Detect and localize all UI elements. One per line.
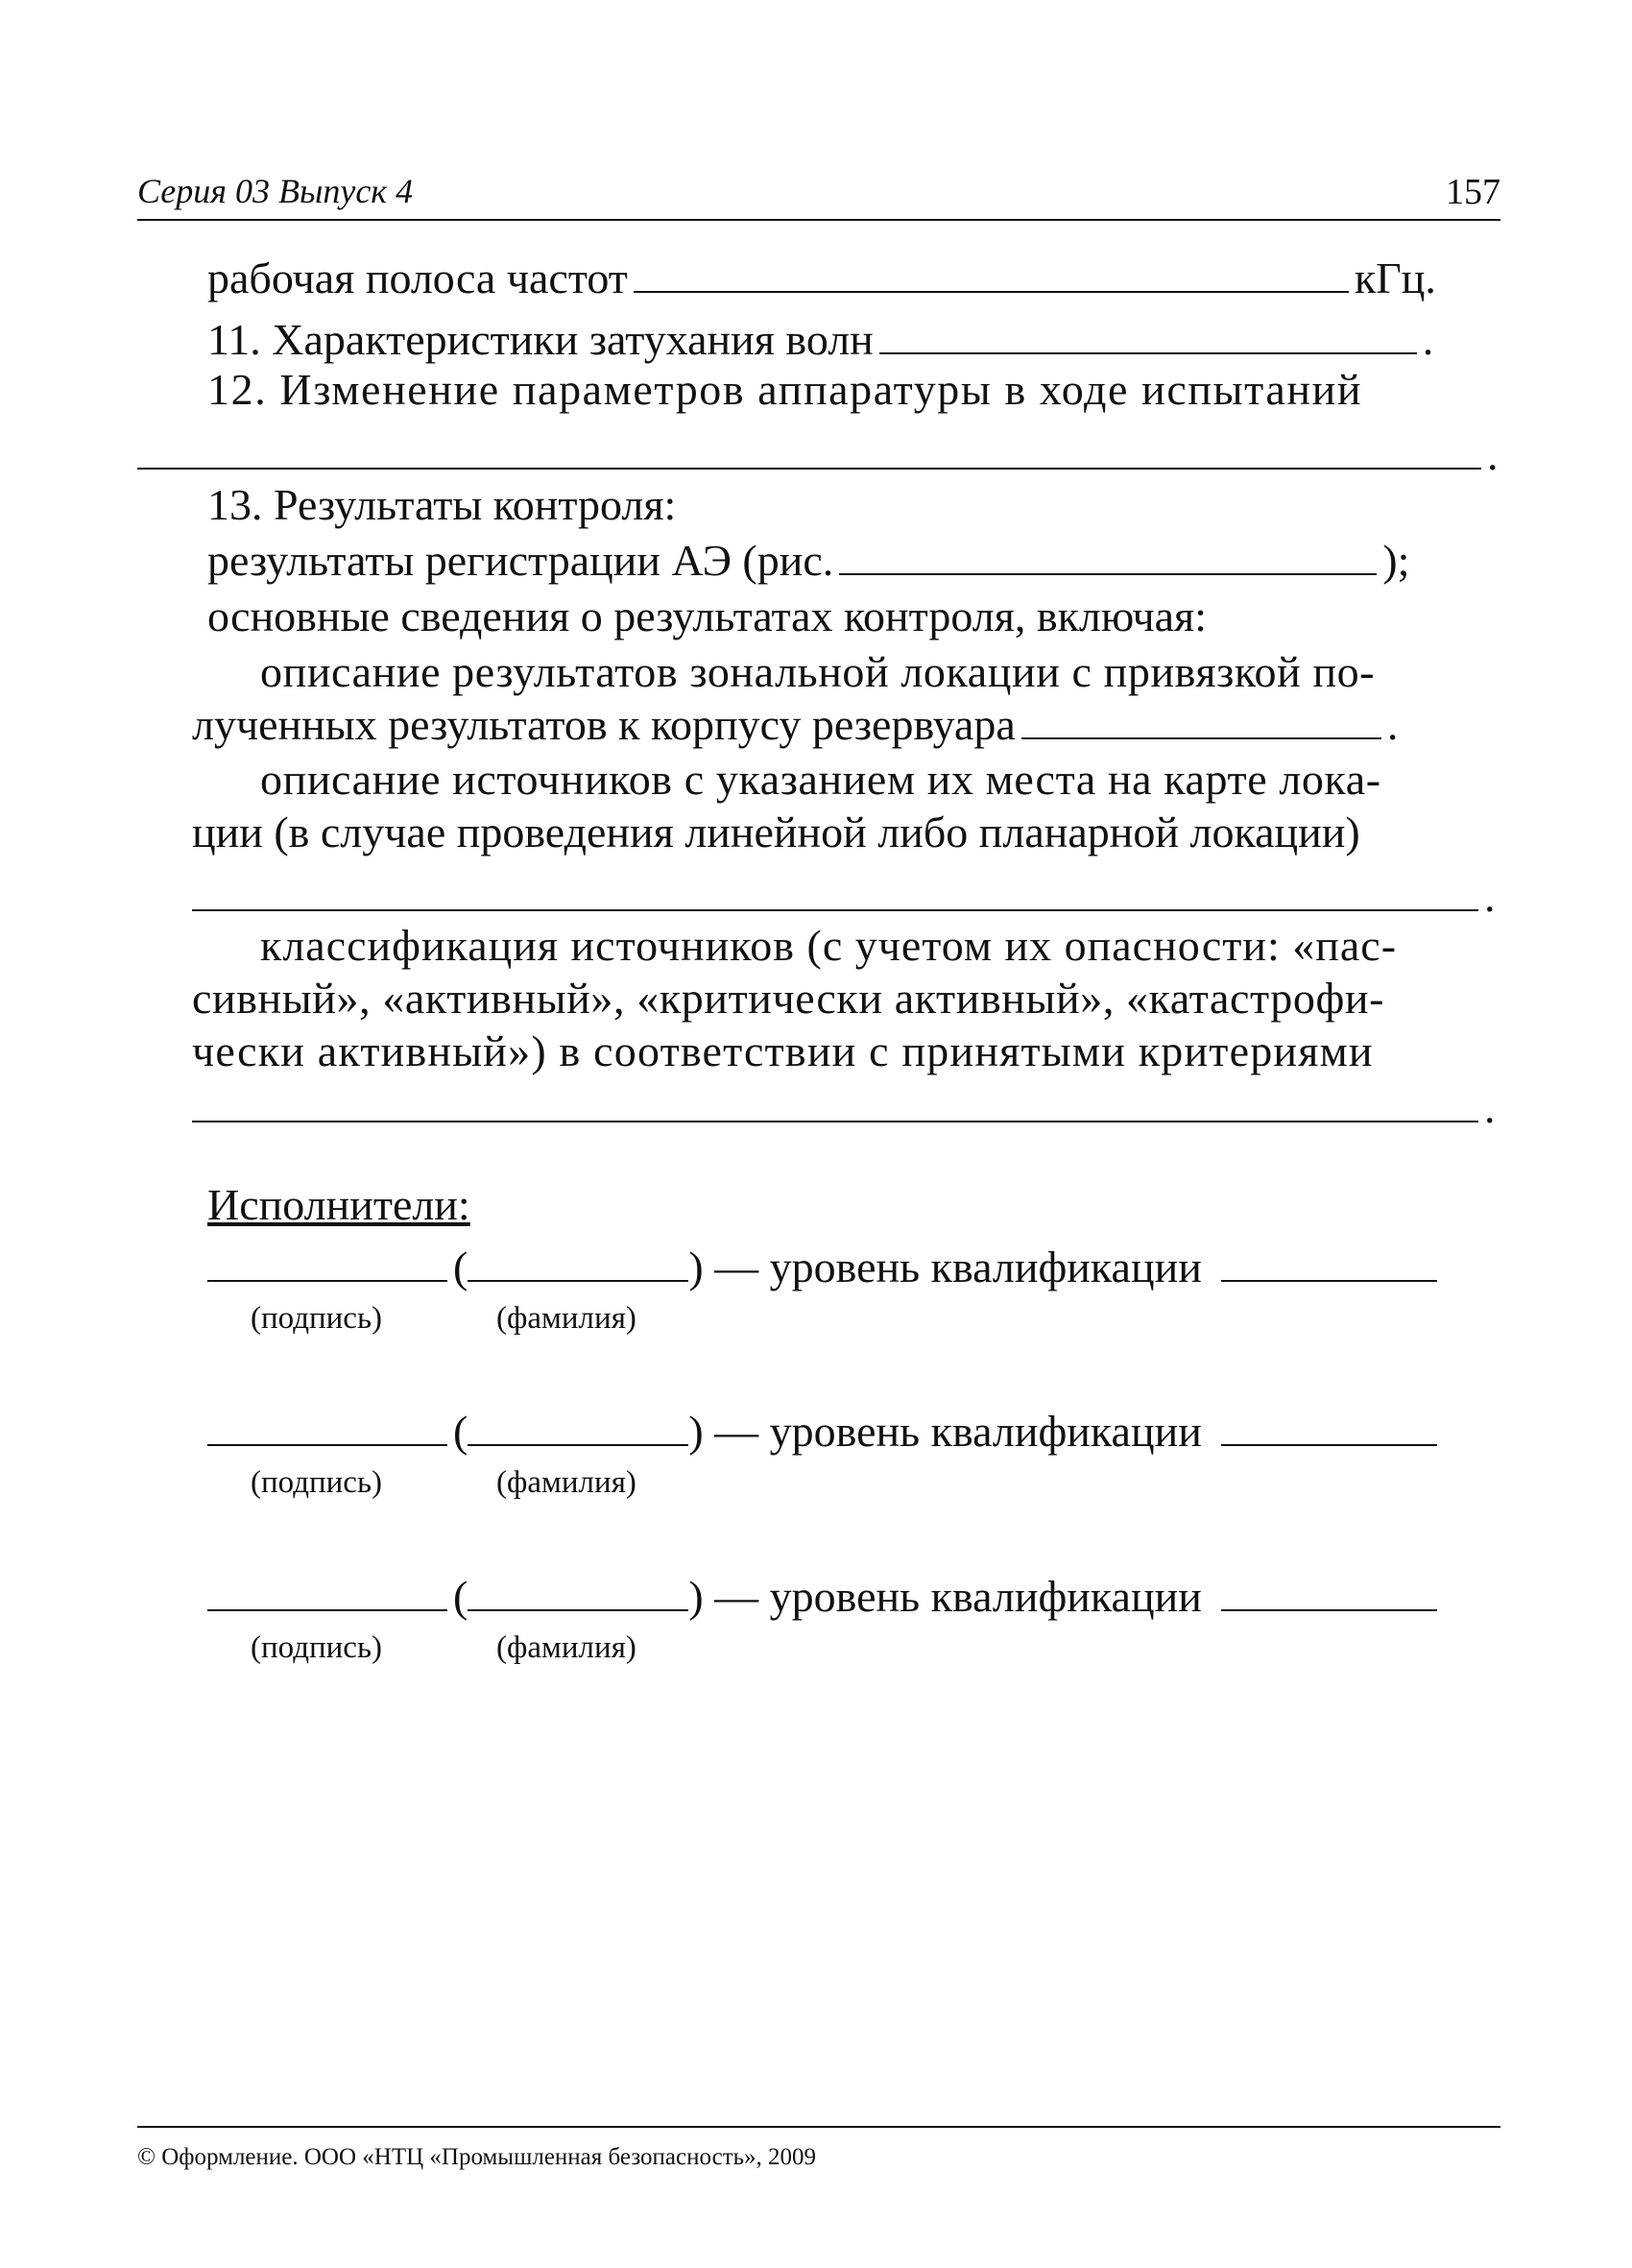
bandwidth-blank	[634, 290, 1349, 293]
footer-copyright: © Оформление. ООО «НТЦ «Промышленная безопасность», 2009	[137, 2144, 817, 2170]
main-info-line: основные сведения о результатах контроля, включая:	[207, 591, 1207, 640]
caption-signature-2: (подпись)	[251, 1465, 382, 1500]
classification-blank	[192, 1120, 1478, 1122]
signature-blank-1	[207, 1279, 447, 1282]
classification-line-3: чески активный») в соответствии с принятыми критериями	[192, 1026, 1374, 1075]
signature-row-1: ( ) — уровень квалификации	[207, 1241, 1443, 1294]
location-type-line: ции (в случае проведения линейной либо планарной локации)	[192, 808, 1360, 857]
classification-line-2: сивный», «активный», «критически активный», «катастрофи-	[192, 974, 1385, 1023]
tank-body-blank	[1021, 736, 1381, 739]
classification-blank-line: .	[192, 1081, 1496, 1135]
caption-surname-2: (фамилия)	[496, 1465, 636, 1500]
qualification-blank-2	[1221, 1443, 1437, 1446]
attenuation-line: 11. Характеристики затухания волн .	[207, 315, 1434, 364]
signature-row-2: ( ) — уровень квалификации	[207, 1405, 1443, 1459]
caption-signature-1: (подпись)	[251, 1301, 382, 1336]
signature-blank-2	[207, 1443, 447, 1446]
ae-registration-line: результаты регистрации АЭ (рис. );	[207, 536, 1410, 585]
sources-blank	[192, 908, 1478, 911]
tank-body-line: лученных результатов к корпусу резервуара .	[192, 700, 1399, 749]
params-change-blank	[137, 467, 1481, 470]
header-rule	[137, 219, 1500, 221]
qualification-blank-1	[1221, 1279, 1437, 1282]
results-heading: 13. Результаты контроля:	[207, 480, 677, 529]
attenuation-blank	[879, 351, 1417, 354]
surname-blank-2	[468, 1443, 688, 1446]
sources-blank-line: .	[192, 870, 1496, 924]
caption-signature-3: (подпись)	[251, 1630, 382, 1665]
page-number: 157	[1446, 172, 1500, 212]
signature-row-3: ( ) — уровень квалификации	[207, 1570, 1443, 1624]
surname-blank-1	[468, 1279, 688, 1282]
figure-blank	[839, 572, 1377, 575]
qualification-blank-3	[1221, 1608, 1437, 1611]
sources-description-line: описание источников с указанием их места на карте лока-	[260, 755, 1381, 804]
footer-rule	[137, 2126, 1500, 2128]
running-header: Серия 03 Выпуск 4	[137, 172, 414, 210]
params-change-line: 12. Изменение параметров аппаратуры в ходе испытаний	[207, 365, 1363, 414]
signature-blank-3	[207, 1608, 447, 1611]
caption-surname-1: (фамилия)	[496, 1301, 636, 1336]
surname-blank-3	[468, 1608, 688, 1611]
executors-title: Исполнители:	[207, 1180, 470, 1229]
bandwidth-line: рабочая полоса частот кГц.	[207, 253, 1436, 302]
params-change-blank-line: .	[137, 428, 1499, 482]
caption-surname-3: (фамилия)	[496, 1630, 636, 1665]
classification-line-1: классификация источников (с учетом их опасности: «пас-	[260, 921, 1398, 970]
zonal-location-line: описание результатов зональной локации с привязкой по-	[260, 647, 1376, 696]
